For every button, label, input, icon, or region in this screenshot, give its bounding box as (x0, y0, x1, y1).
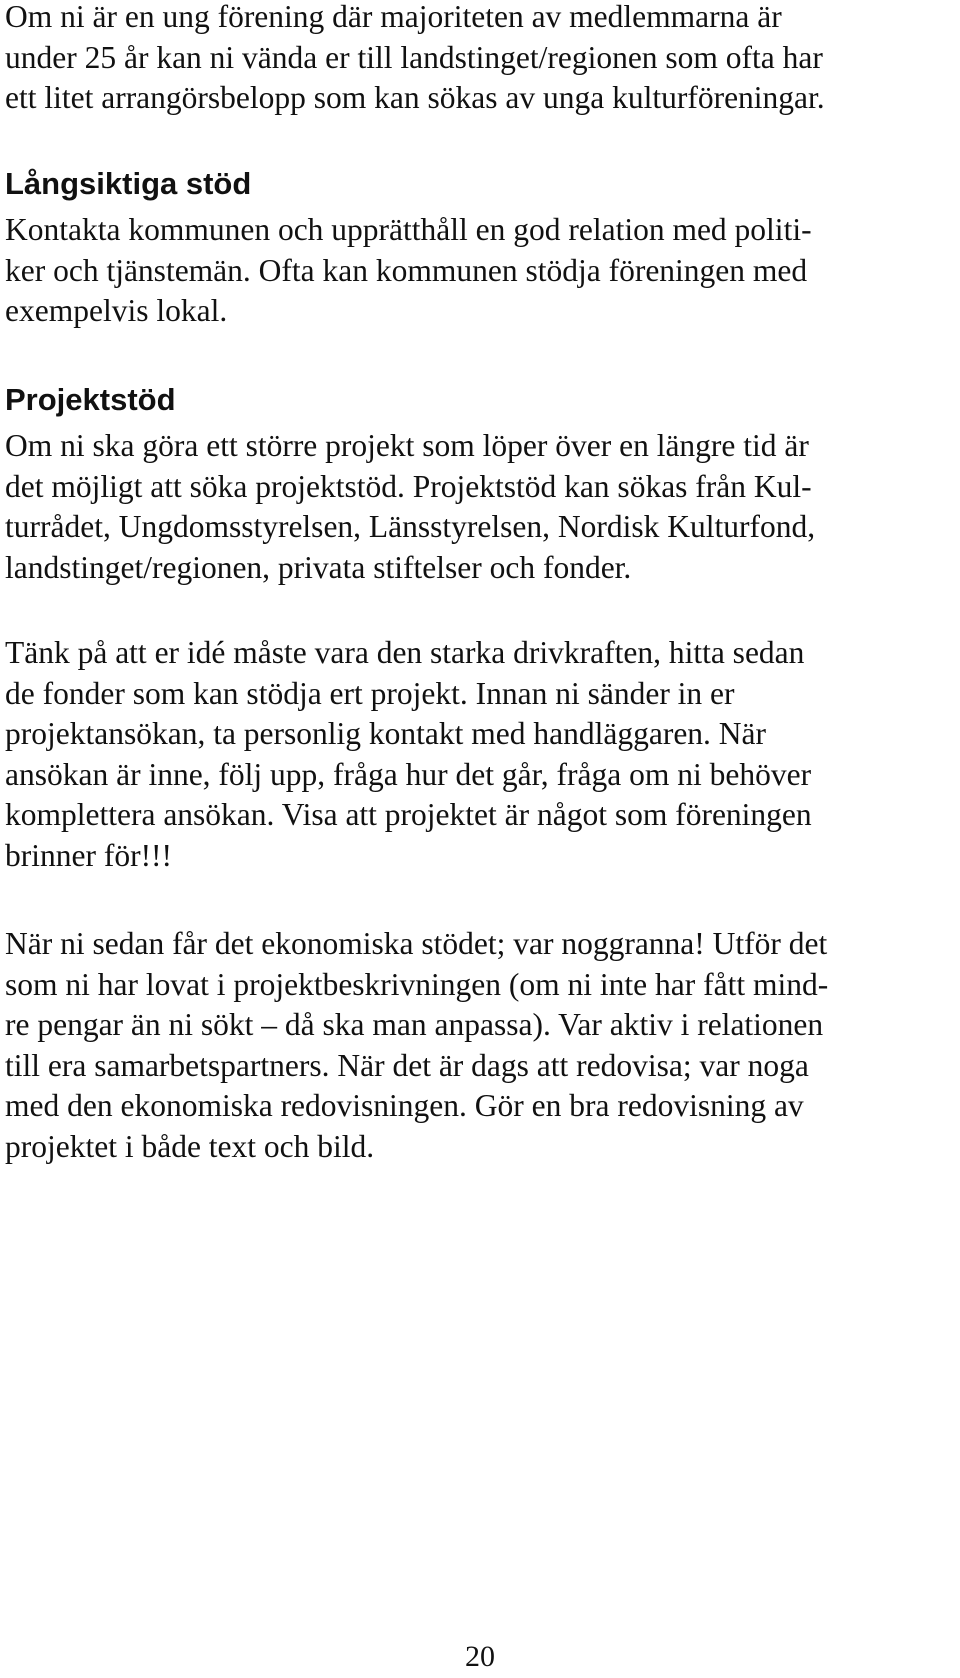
text-line: exempelvis lokal. (5, 293, 228, 328)
text-line: turrådet, Ungdomsstyrelsen, Länsstyrelsen, Nordisk Kulturfond, (5, 509, 816, 544)
text-line: ett litet arrangörsbelopp som kan sökas av unga kulturföreningar. (5, 80, 825, 115)
text-line: ansökan är inne, följ upp, fråga hur det går, fråga om ni behöver (5, 756, 812, 792)
text-line: landstinget/regionen, privata stiftelser och fonder. (5, 549, 632, 585)
text-line: till era samarbetspartners. När det är dags att redovisa; var noga (5, 1047, 809, 1083)
paragraph-young-association (5, 0, 825, 119)
paragraph-long-term-support (5, 210, 812, 332)
text-line: brinner för!!! (5, 837, 173, 873)
text-line: det möjligt att söka projektstöd. Projektstöd kan sökas från Kul- (5, 468, 812, 504)
text-line: Om ni är en ung förening där majoriteten av medlemmarna är (5, 0, 782, 34)
text-line: re pengar än ni sökt – då ska man anpassa). Var aktiv i relationen (5, 1007, 824, 1042)
text-line: under 25 år kan ni vända er till landstinget/regionen som ofta har (5, 39, 823, 75)
section-heading-long-term-support: Långsiktiga stöd (5, 166, 252, 201)
paragraph-financial-support (5, 924, 828, 1167)
text-line: projektet i både text och bild. (5, 1128, 375, 1164)
text-line: som ni har lovat i projektbeskrivningen (om ni inte har fått mind- (5, 966, 829, 1002)
text-line: Tänk på att er idé måste vara den starka drivkraften, hitta sedan (5, 635, 805, 670)
text-line: ker och tjänstemän. Ofta kan kommunen stödja föreningen med (5, 252, 808, 288)
text-line: komplettera ansökan. Visa att projektet är något som föreningen (5, 797, 812, 832)
paragraph-driving-force (5, 633, 812, 876)
text-line: med den ekonomiska redovisningen. Gör en bra redovisning av (5, 1088, 804, 1123)
text-line: Om ni ska göra ett större projekt som löper över en längre tid är (5, 428, 809, 463)
text-line: projektansökan, ta personlig kontakt med handläggaren. När (5, 716, 767, 751)
text-line: de fonder som kan stödja ert projekt. Innan ni sänder in er (5, 675, 735, 711)
section-heading-project-support: Projektstöd (5, 382, 176, 417)
paragraph-project-support (5, 426, 815, 588)
text-line: Kontakta kommunen och upprätthåll en god relation med politi- (5, 212, 812, 247)
text-line: När ni sedan får det ekonomiska stödet; var noggranna! Utför det (5, 926, 828, 961)
page-number: 20 (465, 1640, 495, 1673)
